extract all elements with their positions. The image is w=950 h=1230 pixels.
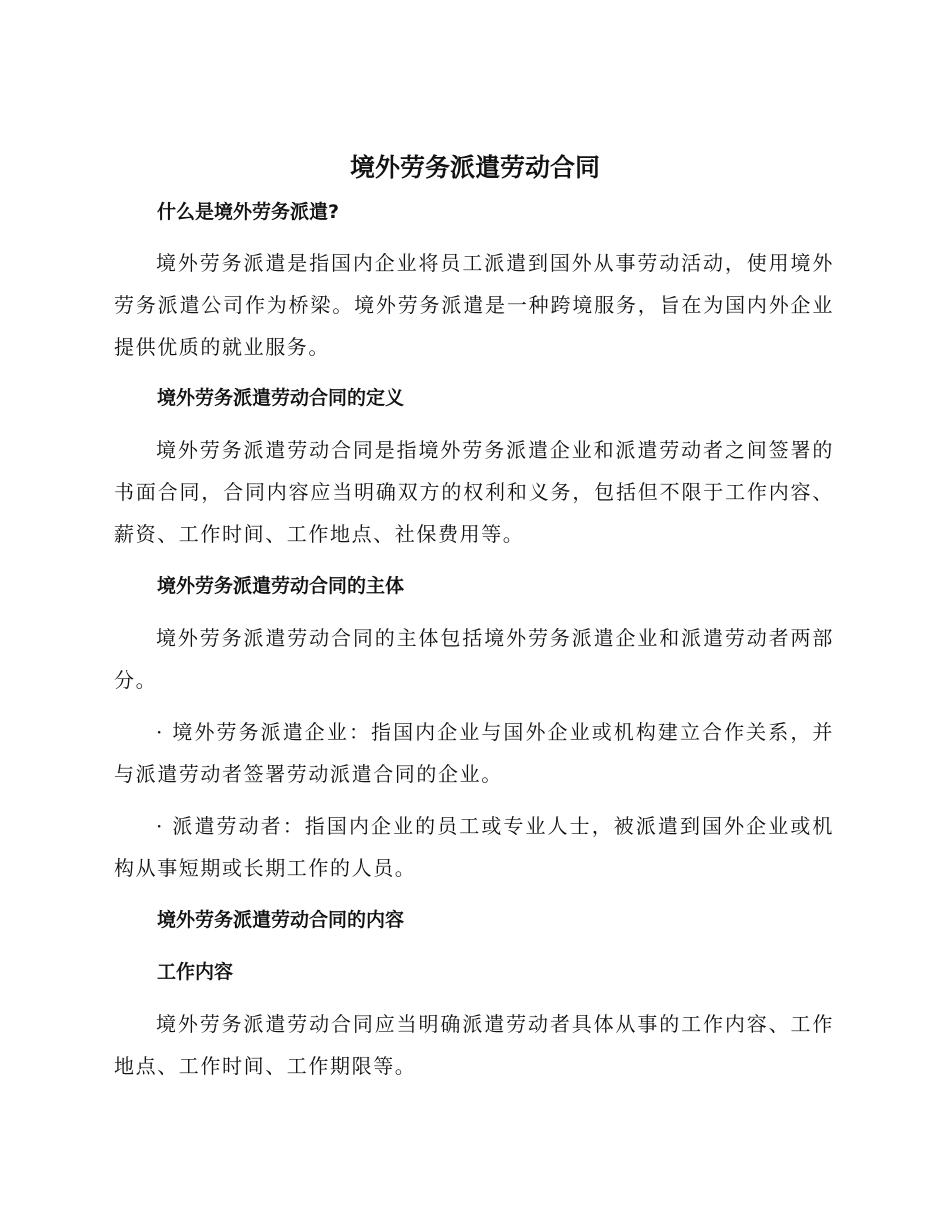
paragraph-work-content: 境外劳务派遣劳动合同应当明确派遣劳动者具体从事的工作内容、工作地点、工作时间、工作期限等。 [114,1012,834,1078]
list-item-dispatched-worker: · 派遣劳动者：指国内企业的员工或专业人士，被派遣到国外企业或机构从事短期或长期工作的人员。 [114,814,834,880]
heading-work-content: 工作内容 [157,961,234,983]
document-title: 境外劳务派遣劳动合同 [349,153,600,182]
heading-contract-content: 境外劳务派遣劳动合同的内容 [157,909,405,931]
paragraph-contract-parties: 境外劳务派遣劳动合同的主体包括境外劳务派遣企业和派遣劳动者两部分。 [114,626,834,692]
paragraph-contract-definition: 境外劳务派遣劳动合同是指境外劳务派遣企业和派遣劳动者之间签署的书面合同，合同内容应当明确双方的权利和义务，包括但不限于工作内容、薪资、工作时间、工作地点、社保费用等。 [114,438,834,546]
paragraph-what-is-dispatch: 境外劳务派遣是指国内企业将员工派遣到国外从事劳动活动，使用境外劳务派遣公司作为桥梁。境外劳务派遣是一种跨境服务，旨在为国内外企业提供优质的就业服务。 [114,251,834,359]
list-item-dispatch-enterprise: · 境外劳务派遣企业：指国内企业与国外企业或机构建立合作关系，并与派遣劳动者签署劳动派遣合同的企业。 [114,720,834,786]
heading-contract-definition: 境外劳务派遣劳动合同的定义 [157,387,405,409]
heading-what-is-dispatch: 什么是境外劳务派遣? [157,201,340,223]
heading-contract-parties: 境外劳务派遣劳动合同的主体 [157,575,405,597]
